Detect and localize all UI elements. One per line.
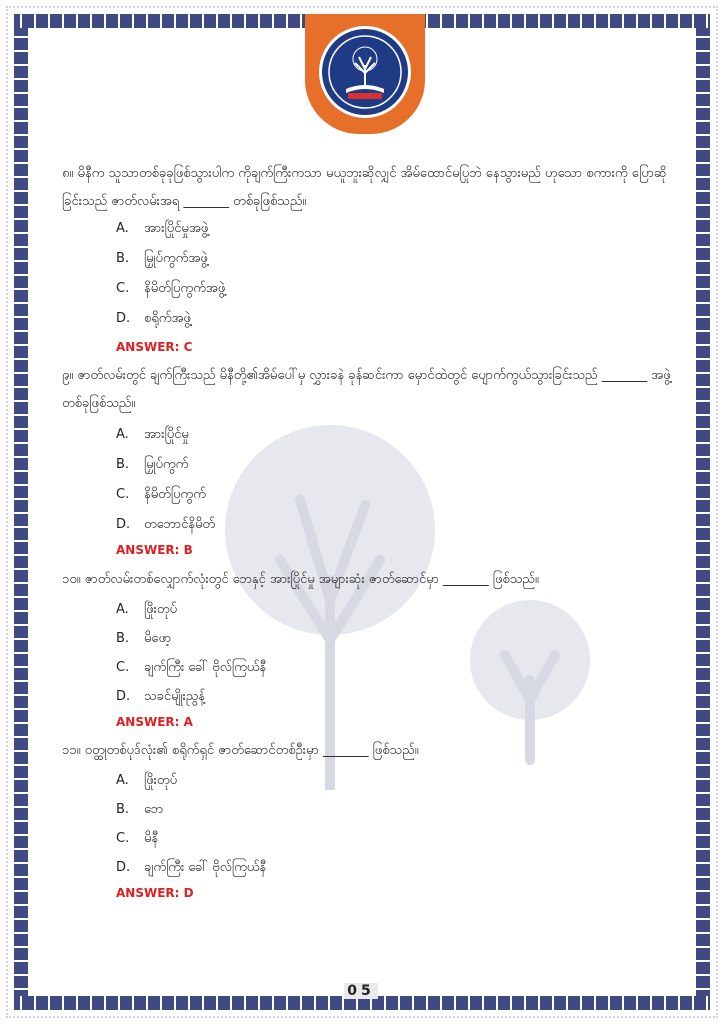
option-text: ချက်ကြီး ခေါ် ဗိုလ်ကြယ်နီ xyxy=(144,860,267,875)
question-8-option-c xyxy=(116,279,225,299)
question-number: ၈။ xyxy=(62,166,74,181)
option-letter: C. xyxy=(116,487,130,502)
option-letter: A. xyxy=(116,221,129,236)
page-number-text: 05 xyxy=(344,983,377,999)
option-text: အားပြိုင်မှုအဖွဲ့ xyxy=(144,221,209,236)
option-text: သခင်မျိုးညွန့် xyxy=(144,689,206,704)
option-text: မိဖော့ xyxy=(144,631,172,646)
question-9-option-c xyxy=(116,485,206,505)
option-letter: D. xyxy=(116,689,131,704)
option-letter: C. xyxy=(116,831,130,846)
option-letter: B. xyxy=(116,251,130,266)
question-11-option-d xyxy=(116,858,266,878)
option-text: မြှုပ်ကွက်အဖွဲ့ xyxy=(144,251,208,266)
option-text: မိနီ xyxy=(144,831,159,846)
question-10-answer: ANSWER: A xyxy=(116,715,193,729)
option-letter: D. xyxy=(116,517,131,532)
question-11-option-c xyxy=(116,829,158,849)
question-10-option-a xyxy=(116,600,177,620)
question-text: မိနီက သူသာတစ်ခုခုဖြစ်သွားပါက ကိုချက်ကြီးကသာ မယူဘူးဆိုလျှင် အိမ်ထောင်မပြုဘဲ နေသွားမည် ဟုသော စကားကို ပြောဆိုခြင်းသည် ဇာတ်လမ်းအရ _______ တစ်ခုဖြစ်သည်။ xyxy=(62,166,667,209)
question-text: ဇာတ်လမ်းတစ်လျှောက်လုံးတွင် ဘေနှင့် အားပြိုင်မှု အများဆုံး ဇာတ်ဆောင်မှာ _______ ဖြစ်သည်။ xyxy=(84,572,539,587)
option-letter: B. xyxy=(116,457,130,472)
option-text: နိမိတ်ပြကွက် xyxy=(144,487,206,502)
page-number xyxy=(338,983,384,1003)
question-8-answer: ANSWER: C xyxy=(116,340,193,354)
option-text: တဘောင်နိမိတ် xyxy=(144,517,216,532)
option-letter: C. xyxy=(116,660,130,675)
question-10-option-d xyxy=(116,687,205,707)
option-text: ချက်ကြီး ခေါ် ဗိုလ်ကြယ်နီ xyxy=(144,660,267,675)
question-text: ဝတ္ထုတစ်ပုဒ်လုံး၏ စရိုက်ရှင် ဇာတ်ဆောင်တစ်ဦးမှာ _______ ဖြစ်သည်။ xyxy=(84,743,419,758)
option-letter: D. xyxy=(116,860,131,875)
question-11-answer: ANSWER: D xyxy=(116,886,194,900)
option-text: မြှုပ်ကွက် xyxy=(144,457,189,472)
option-text: ဖြိုးတုပ် xyxy=(144,773,177,788)
question-8-option-b xyxy=(116,249,208,269)
option-text: စရိုက်အဖွဲ့ xyxy=(144,311,191,326)
question-9-option-d xyxy=(116,515,215,535)
question-10 xyxy=(62,566,672,594)
question-number: ၉။ xyxy=(62,368,74,383)
question-text: ဇာတ်လမ်းတွင် ချက်ကြီးသည် မိနီတို့၏အိမ်ပေါ်မှ လွှားခနဲ ခုန်ဆင်းကာ မှောင်ထဲတွင် ပျောက်ကွယ်သွားခြင်းသည် _______ အဖွဲ့တစ်ခုဖြစ်သည်။ xyxy=(62,368,671,411)
option-letter: A. xyxy=(116,773,129,788)
option-text: နိမိတ်ပြကွက်အဖွဲ့ xyxy=(144,281,226,296)
question-number: ၁၁။ xyxy=(62,743,81,758)
option-text: ဘေ xyxy=(144,802,164,817)
question-8-option-d xyxy=(116,309,191,329)
option-letter: A. xyxy=(116,602,129,617)
question-9 xyxy=(62,362,672,418)
question-11-option-a xyxy=(116,771,177,791)
question-9-answer: ANSWER: B xyxy=(116,543,193,557)
question-8 xyxy=(62,160,672,216)
option-letter: A. xyxy=(116,427,129,442)
question-9-option-a xyxy=(116,425,189,445)
question-9-option-b xyxy=(116,455,188,475)
question-11 xyxy=(62,737,672,765)
question-10-option-b xyxy=(116,629,171,649)
option-text: အားပြိုင်မှု xyxy=(144,427,189,442)
option-letter: B. xyxy=(116,802,130,817)
question-11-option-b xyxy=(116,800,163,820)
option-text: ဖြိုးတုပ် xyxy=(144,602,177,617)
option-letter: C. xyxy=(116,281,130,296)
question-number: ၁၀။ xyxy=(62,572,81,587)
option-letter: D. xyxy=(116,311,131,326)
question-8-option-a xyxy=(116,219,208,239)
option-letter: B. xyxy=(116,631,130,646)
question-10-option-c xyxy=(116,658,266,678)
